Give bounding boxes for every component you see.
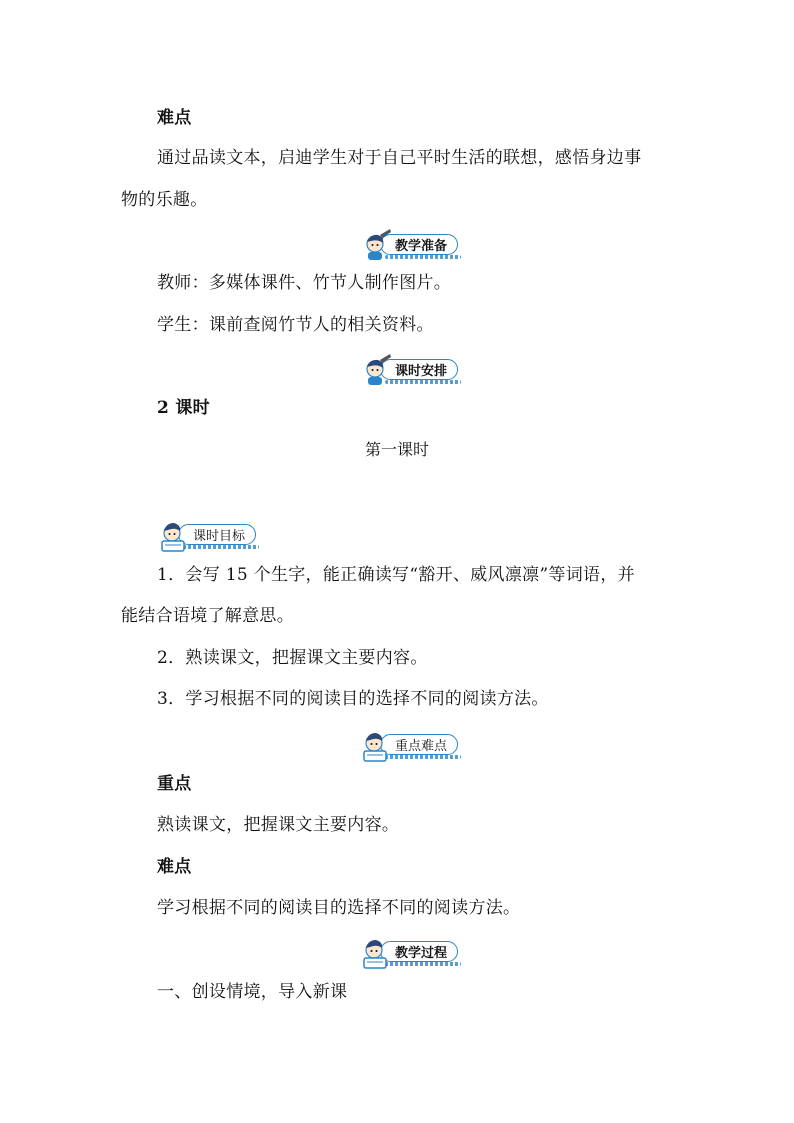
goal-1-line-2: 能结合语境了解意思。	[121, 606, 294, 626]
difficulty-text-1-line-2: 物的乐趣。	[121, 190, 208, 210]
mascot-book-icon	[358, 729, 392, 763]
lesson-title: 第一课时	[364, 440, 429, 459]
class-schedule-banner	[358, 354, 478, 384]
mascot-book-icon	[358, 936, 392, 970]
class-goals-banner	[156, 519, 276, 549]
class-goals-label: 课时目标	[193, 529, 246, 544]
mascot-book-icon	[156, 519, 190, 553]
difficulty-text-1-line-1: 通过品读文本，启迪学生对于自己平时生活的联想，感悟身边事	[157, 148, 642, 168]
mascot-pencil-icon	[358, 229, 392, 263]
goal-2: 2．熟读课文，把握课文主要内容。	[157, 648, 428, 668]
goal-1-line-1: 1．会写 15 个生字，能正确读写“豁开、威风凛凛”等词语，并	[157, 565, 635, 585]
goal-3: 3．学习根据不同的阅读目的选择不同的阅读方法。	[157, 689, 549, 709]
schedule-text: 2 课时	[157, 398, 210, 418]
class-schedule-label: 课时安排	[395, 364, 448, 379]
teaching-prep-banner	[358, 229, 478, 259]
key-point-text: 熟读课文，把握课文主要内容。	[157, 815, 400, 835]
teaching-process-banner	[358, 936, 478, 966]
difficulty-heading-1: 难点	[157, 108, 192, 128]
key-point-heading: 重点	[157, 774, 192, 794]
key-difficult-label: 重点难点	[395, 739, 448, 754]
key-difficult-banner	[358, 729, 478, 759]
teaching-prep-label: 教学准备	[395, 239, 448, 254]
teaching-process-label: 教学过程	[395, 946, 448, 961]
difficulty-text-2: 学习根据不同的阅读目的选择不同的阅读方法。	[157, 898, 521, 918]
teacher-prep-text: 教师：多媒体课件、竹节人制作图片。	[157, 273, 452, 293]
section-1-heading: 一、创设情境，导入新课	[157, 982, 348, 1002]
difficulty-heading-2: 难点	[157, 857, 192, 877]
student-prep-text: 学生：课前查阅竹节人的相关资料。	[157, 315, 434, 335]
mascot-pencil-icon	[358, 354, 392, 388]
